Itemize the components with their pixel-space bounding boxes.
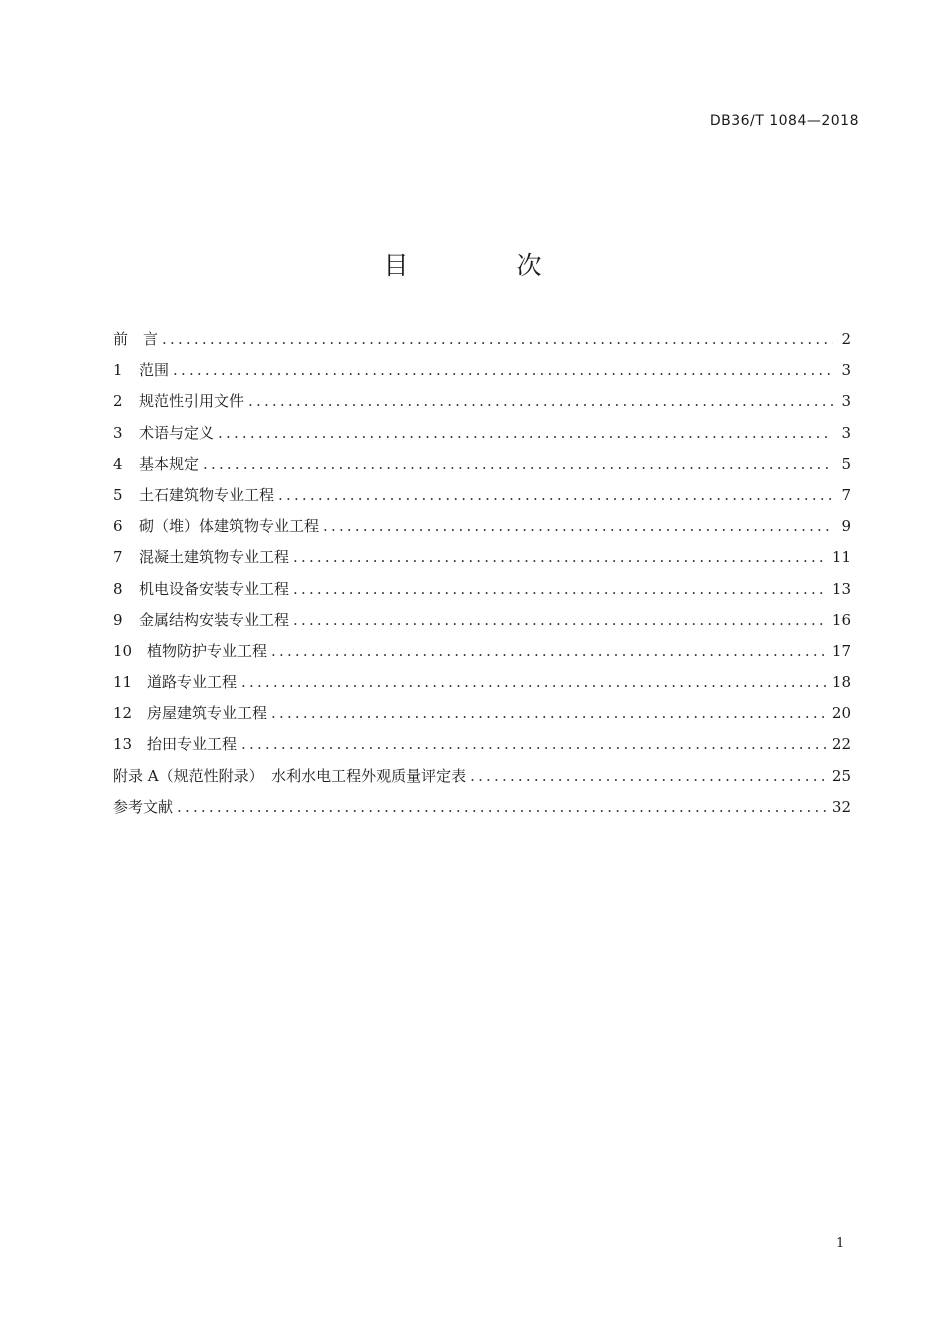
toc-entry-number: 13 — [113, 735, 133, 754]
toc-entry-label: 术语与定义 — [139, 423, 215, 442]
toc-entry-label: 范围 — [139, 361, 170, 380]
toc-entry-label: 前 言 — [113, 330, 159, 348]
toc-title: 目 次 — [383, 251, 592, 280]
toc-entry-label: 植物防护专业工程 — [147, 641, 268, 660]
toc-leader-dots — [271, 636, 828, 667]
toc-entry-page: 5 — [841, 454, 851, 473]
page-number: 1 — [836, 1236, 845, 1251]
toc-entry-3[interactable] — [113, 418, 851, 449]
toc-leader-dots — [278, 480, 833, 511]
toc-entry-2[interactable] — [113, 386, 851, 417]
toc-entry-12[interactable] — [113, 698, 851, 729]
toc-entry-page: 17 — [831, 641, 851, 660]
toc-leader-dots — [218, 418, 833, 449]
toc-entry-references[interactable] — [113, 792, 851, 823]
toc-entry-7[interactable] — [113, 542, 851, 573]
toc-leader-dots — [293, 542, 828, 573]
toc-entry-number: 12 — [113, 704, 133, 723]
toc-entry-page: 20 — [831, 704, 851, 723]
toc-entry-number: 11 — [113, 673, 133, 692]
toc-entry-number: 3 — [113, 423, 123, 442]
toc-leader-dots — [470, 761, 828, 792]
toc-entry-number: 6 — [113, 517, 123, 536]
toc-entry-number: 4 — [113, 454, 123, 473]
toc-list — [113, 324, 851, 823]
toc-entry-page: 7 — [841, 485, 851, 504]
toc-entry-number: 2 — [113, 392, 123, 411]
standard-code: DB36/T 1084—2018 — [709, 113, 859, 129]
toc-entry-page: 3 — [841, 423, 851, 442]
toc-entry-number: 10 — [113, 641, 133, 660]
toc-entry-foreword[interactable] — [113, 324, 851, 355]
toc-entry-9[interactable] — [113, 605, 851, 636]
toc-entry-page: 3 — [841, 392, 851, 411]
toc-entry-label: 附录 A（规范性附录） 水利水电工程外观质量评定表 — [113, 766, 467, 785]
toc-entry-label: 金属结构安装专业工程 — [139, 610, 290, 629]
toc-leader-dots — [323, 511, 833, 542]
toc-entry-appendix-a[interactable] — [113, 761, 851, 792]
toc-entry-label: 参考文献 — [113, 797, 174, 816]
toc-entry-1[interactable] — [113, 355, 851, 386]
toc-entry-label: 房屋建筑专业工程 — [147, 704, 268, 723]
toc-entry-label: 规范性引用文件 — [139, 392, 245, 411]
toc-entry-page: 9 — [841, 517, 851, 536]
toc-entry-label: 砌（堆）体建筑物专业工程 — [139, 517, 320, 536]
toc-entry-label: 道路专业工程 — [147, 673, 238, 692]
toc-leader-dots — [241, 729, 828, 760]
toc-leader-dots — [162, 324, 833, 355]
toc-entry-page: 22 — [831, 735, 851, 754]
toc-entry-11[interactable] — [113, 667, 851, 698]
toc-leader-dots — [248, 386, 833, 417]
toc-entry-page: 2 — [841, 330, 851, 348]
toc-leader-dots — [293, 605, 828, 636]
toc-entry-10[interactable] — [113, 636, 851, 667]
toc-entry-6[interactable] — [113, 511, 851, 542]
toc-leader-dots — [241, 667, 828, 698]
toc-entry-number: 7 — [113, 548, 123, 567]
toc-entry-page: 32 — [831, 797, 851, 816]
toc-entry-number: 5 — [113, 485, 123, 504]
toc-entry-number: 8 — [113, 579, 123, 598]
toc-entry-label: 抬田专业工程 — [147, 735, 238, 754]
toc-entry-number: 9 — [113, 610, 123, 629]
toc-entry-page: 18 — [831, 673, 851, 692]
toc-leader-dots — [177, 792, 828, 823]
toc-entry-page: 3 — [841, 361, 851, 380]
toc-entry-number: 1 — [113, 361, 123, 380]
toc-entry-8[interactable] — [113, 574, 851, 605]
toc-entry-label: 混凝土建筑物专业工程 — [139, 548, 290, 567]
toc-entry-page: 13 — [831, 579, 851, 598]
toc-leader-dots — [271, 698, 828, 729]
toc-entry-page: 16 — [831, 610, 851, 629]
toc-entry-label: 基本规定 — [139, 454, 200, 473]
toc-entry-page: 11 — [831, 548, 851, 567]
toc-leader-dots — [293, 574, 828, 605]
toc-entry-label: 土石建筑物专业工程 — [139, 485, 275, 504]
toc-leader-dots — [203, 449, 833, 480]
toc-leader-dots — [173, 355, 833, 386]
toc-entry-label: 机电设备安装专业工程 — [139, 579, 290, 598]
toc-entry-13[interactable] — [113, 729, 851, 760]
toc-entry-4[interactable] — [113, 449, 851, 480]
toc-entry-page: 25 — [831, 766, 851, 785]
toc-entry-5[interactable] — [113, 480, 851, 511]
